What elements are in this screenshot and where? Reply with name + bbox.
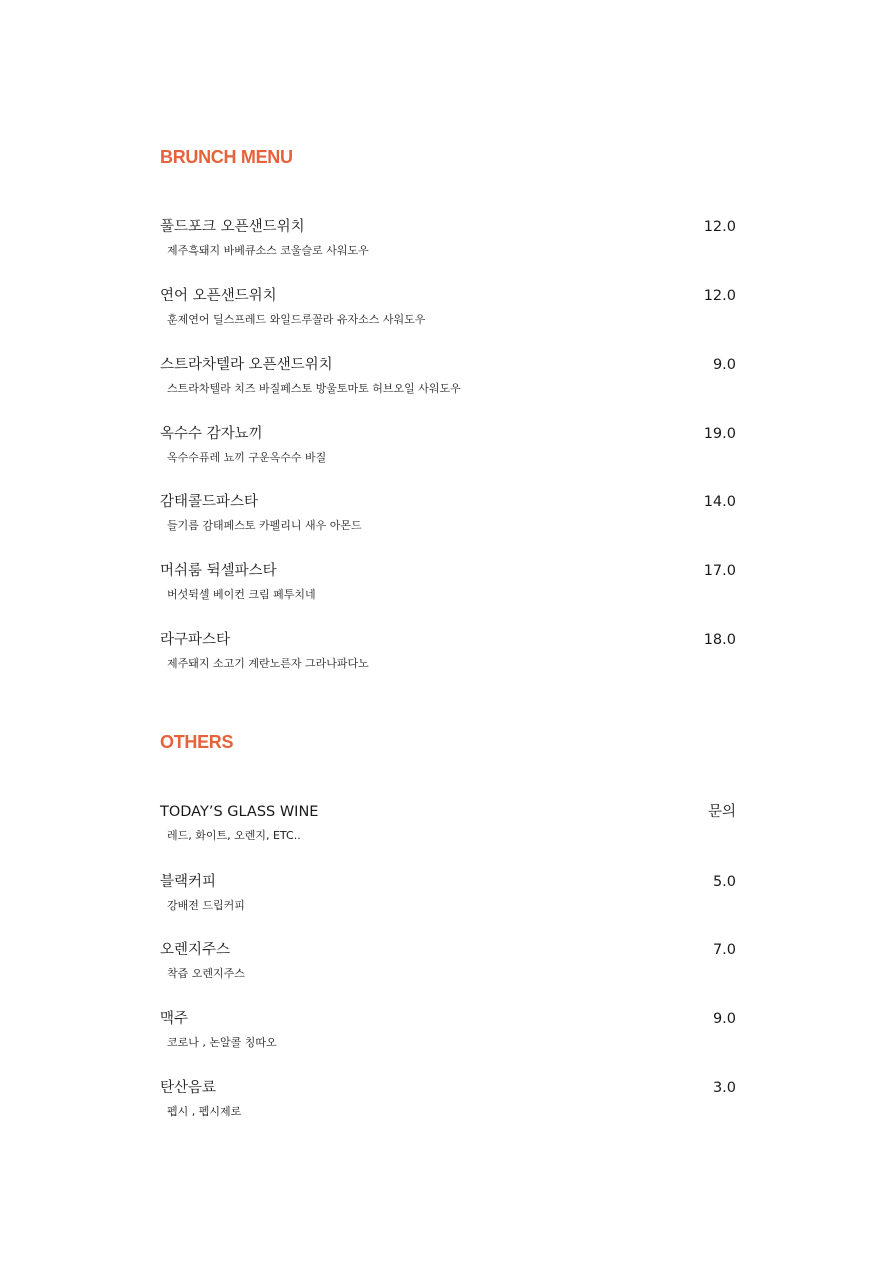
item-name: 스트라차텔라 오픈샌드위치 [160, 357, 333, 373]
item-description: 착즙 오렌지주스 [167, 967, 245, 980]
item-price: 18.0 [703, 632, 736, 648]
item-description: 옥수수퓨레 뇨끼 구운옥수수 바질 [167, 451, 327, 464]
item-price: 7.0 [712, 942, 736, 958]
item-price: 9.0 [712, 357, 736, 373]
item-price: 5.0 [712, 874, 736, 890]
item-price: 12.0 [703, 288, 736, 304]
item-price: 14.0 [703, 494, 736, 510]
item-name: TODAY’S GLASS WINE [160, 804, 319, 820]
menu-item [160, 873, 736, 917]
item-name: 풀드포크 오픈샌드위치 [160, 219, 305, 235]
item-name: 블랙커피 [160, 874, 217, 890]
item-price: 17.0 [703, 563, 736, 579]
item-name: 감태콜드파스타 [160, 494, 259, 510]
item-description: 강배전 드립커피 [167, 899, 245, 912]
item-name: 옥수수 감자뇨끼 [160, 426, 263, 442]
item-price: 19.0 [703, 426, 736, 442]
menu-item [160, 356, 736, 400]
menu-item [160, 1010, 736, 1054]
item-description: 버섯뒥셀 베이컨 크림 페투치네 [167, 588, 316, 601]
item-price: 3.0 [712, 1080, 736, 1096]
menu-item [160, 562, 736, 606]
item-name: 연어 오픈샌드위치 [160, 288, 277, 304]
menu-item [160, 631, 736, 675]
item-description: 제주돼지 소고기 계란노른자 그라나파다노 [167, 657, 369, 670]
item-price: 문의 [707, 804, 736, 820]
item-description: 펩시 , 펩시제로 [167, 1105, 242, 1118]
menu-item [160, 1079, 736, 1123]
section-title-others: OTHERS [160, 732, 234, 752]
menu-item [160, 287, 736, 331]
item-description: 제주흑돼지 바베큐소스 코울슬로 사워도우 [167, 244, 369, 257]
item-description: 스트라차텔라 치즈 바질페스토 방울토마토 허브오일 사워도우 [167, 382, 461, 395]
item-name: 오렌지주스 [160, 942, 231, 958]
item-name: 맥주 [160, 1011, 189, 1027]
item-price: 12.0 [703, 219, 736, 235]
item-description: 들기름 감태페스토 카펠리니 새우 아몬드 [167, 519, 362, 532]
item-description: 레드, 화이트, 오렌지, ETC.. [167, 829, 301, 842]
menu-item [160, 218, 736, 262]
menu-item [160, 941, 736, 985]
item-description: 코로나 , 논알콜 칭따오 [167, 1036, 277, 1049]
item-price: 9.0 [712, 1011, 736, 1027]
menu-item [160, 803, 736, 847]
item-name: 라구파스타 [160, 632, 231, 648]
item-description: 훈제연어 딜스프레드 와일드루꼴라 유자소스 사워도우 [167, 313, 426, 326]
item-name: 머쉬룸 뒥셀파스타 [160, 563, 277, 579]
menu-item [160, 493, 736, 537]
menu-item [160, 425, 736, 469]
section-title-brunch: BRUNCH MENU [160, 147, 293, 167]
item-name: 탄산음료 [160, 1080, 217, 1096]
